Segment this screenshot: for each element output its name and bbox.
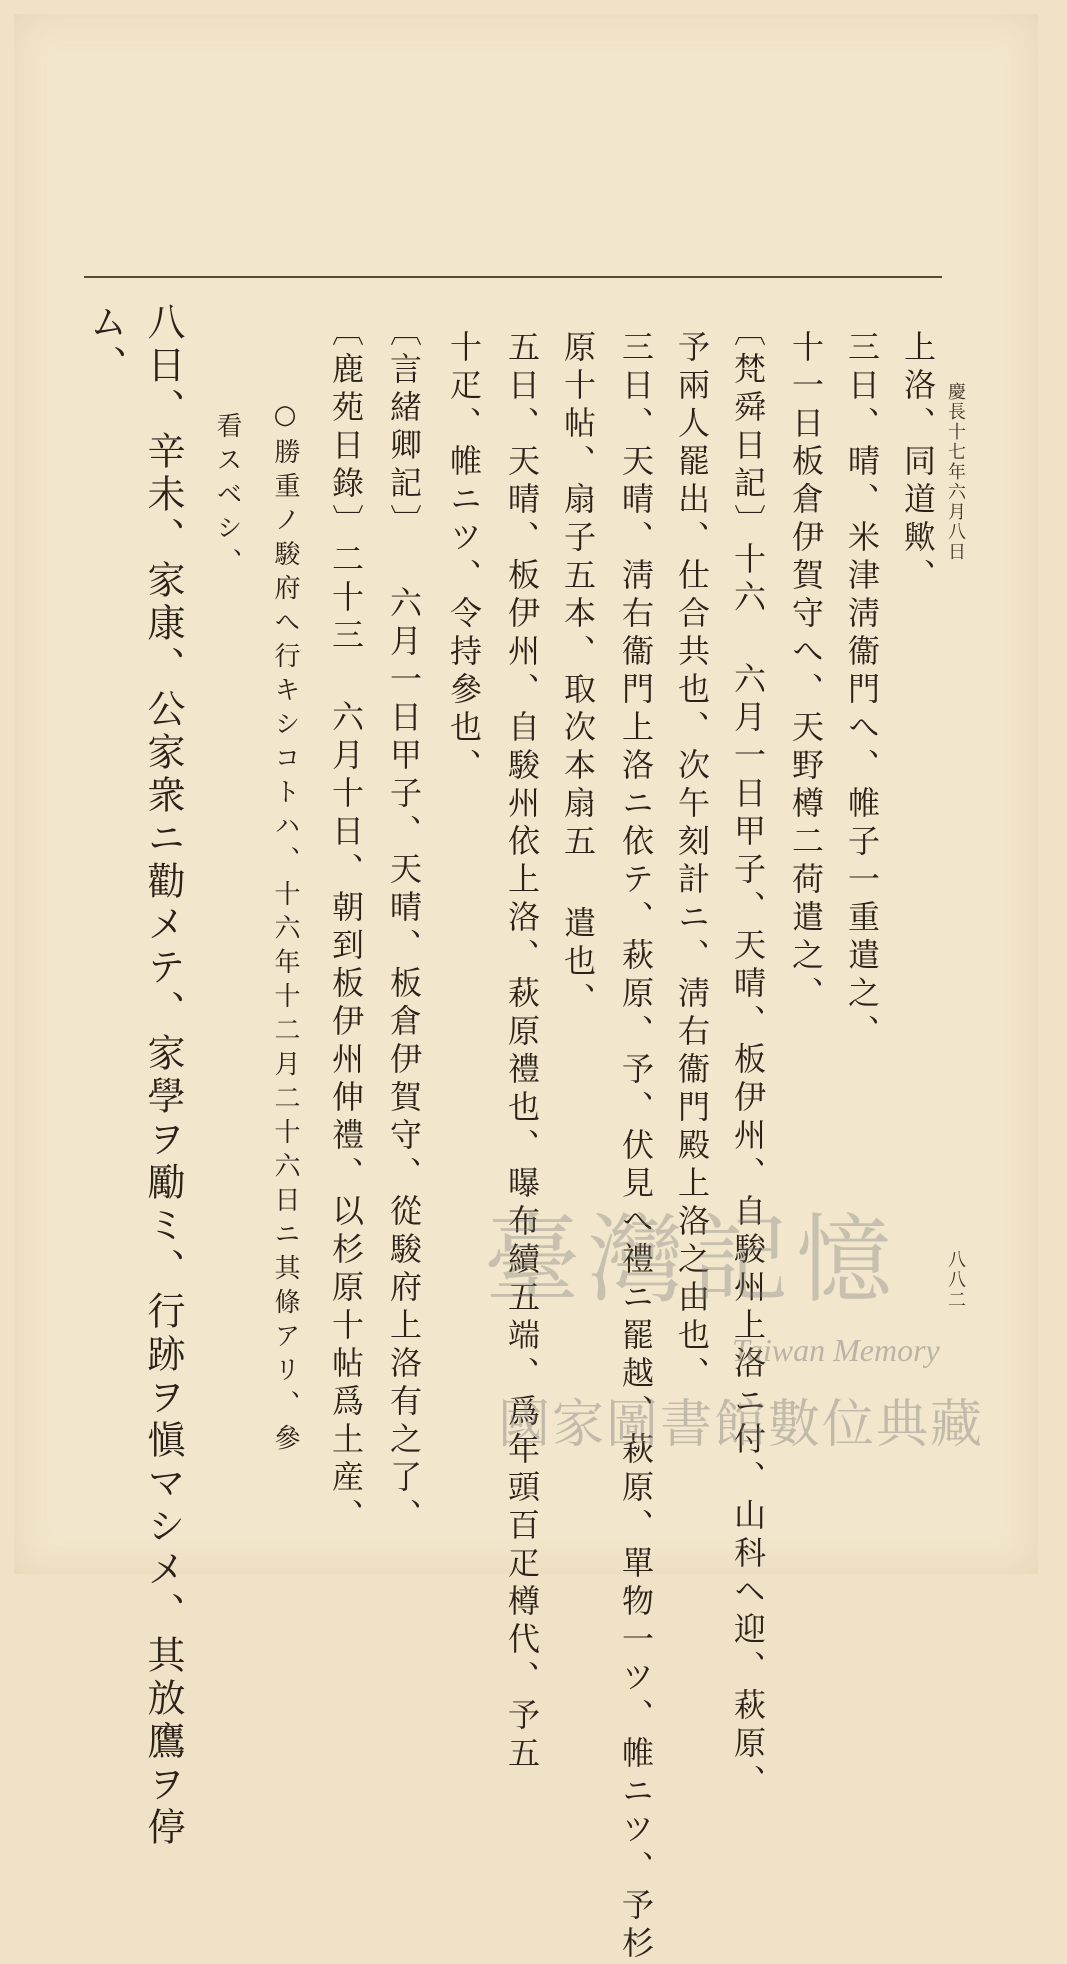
text-line-3: 十一日板倉伊賀守へ、天野樽二荷遣之、	[787, 330, 825, 1014]
page-number: 八八二	[945, 1250, 966, 1310]
text-line-14: 八日、辛未、家康、公家衆ニ勸メテ、家學ヲ勵ミ、行跡ヲ愼マシメ、其放鷹ヲ停	[141, 302, 185, 1850]
text-line-7: 原十帖、扇子五本、取次本扇五 遣也、	[559, 330, 597, 1020]
text-line-9: 十疋、帷ニツ、令持參也、	[445, 330, 483, 786]
text-line-15: ム、	[83, 302, 127, 388]
header-rule	[84, 276, 942, 278]
text-line-11: 〔鹿苑日錄〕二十三 六月十日、朝到板伊州伸禮、以杉原十帖爲土産、	[327, 314, 365, 1536]
text-line-12: ○勝重ノ駿府へ行キシコトハ、十六年十二月二十六日ニ其條アリ、參	[270, 400, 300, 1458]
text-line-2: 三日、晴、米津淸衞門へ、帷子一重遣之、	[843, 330, 881, 1052]
text-line-8: 五日、天晴、板伊州、自駿州依上洛、萩原禮也、曝布續五端、爲年頭百疋樽代、予五	[503, 330, 541, 1774]
text-line-5: 予兩人罷出、仕合共也、次午刻計ニ、淸右衞門殿上洛之由也、	[673, 330, 711, 1394]
text-line-10: 〔言緒卿記〕 六月一日甲子、天晴、板倉伊賀守、從駿府上洛有之了、	[385, 314, 423, 1536]
text-line-1: 上洛、同道歟、	[899, 330, 937, 596]
running-title: 慶長十七年六月八日	[945, 382, 966, 562]
text-line-4: 〔梵舜日記〕十六 六月一日甲子、天晴、板伊州、自駿州上洛ニ付、山科ヘ迎、萩原、	[729, 314, 767, 1802]
watermark-library: 國家圖書館數位典藏	[498, 1395, 985, 1455]
text-line-6: 三日、天晴、淸右衞門上洛ニ依テ、萩原、予、伏見へ禮ニ罷越、萩原、單物一ツ、帷ニツ、予杉	[617, 330, 655, 1964]
book-page	[14, 14, 1038, 1964]
watermark-english: Taiwan Memory	[732, 1332, 940, 1368]
text-line-13: 看スベシ、	[212, 412, 242, 582]
watermark-logo: 臺灣記憶	[484, 1204, 900, 1316]
